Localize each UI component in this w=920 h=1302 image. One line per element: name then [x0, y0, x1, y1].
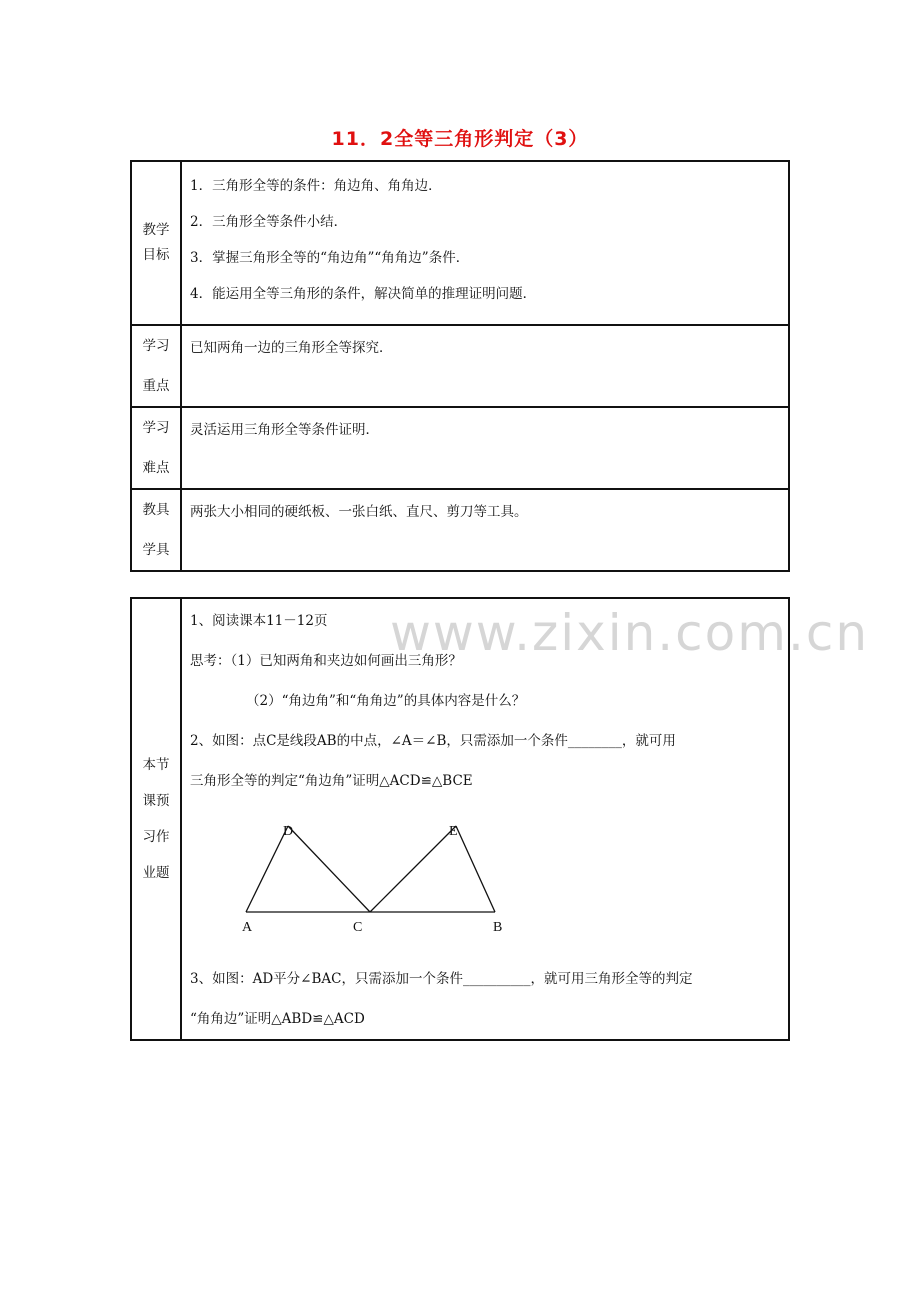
segment-ad [246, 826, 288, 912]
row-label-difficulties: 学习 难点 [131, 407, 181, 489]
row-content-tools: 两张大小相同的硬纸板、一张白纸、直尺、剪刀等工具。 [181, 489, 789, 571]
think-2: （2）“角边角”和“角角边”的具体内容是什么？ [246, 693, 526, 709]
segment-ce [370, 826, 456, 912]
row-content-objectives [181, 161, 789, 325]
objective-line-1: 1．三角形全等的条件：角边角、角角边． [190, 178, 442, 194]
point-label-b: B [493, 920, 503, 935]
table-row [131, 407, 789, 489]
table-row [131, 161, 789, 325]
question-2-line-2: 三角形全等的判定“角边角”证明△ACD≌△BCE [190, 773, 473, 789]
triangle-figure [190, 801, 790, 959]
question-1: 1、阅读课本11－12页 [190, 613, 328, 629]
row-label-objectives: 教学 目标 [131, 161, 181, 325]
objectives-table [130, 160, 790, 572]
objective-line-4: 4．能运用全等三角形的条件，解决简单的推理证明问题． [190, 286, 537, 302]
row-label-key-points: 学习 重点 [131, 325, 181, 407]
table-row [131, 598, 789, 1040]
row-content-homework [181, 598, 789, 1040]
objective-line-2: 2．三角形全等条件小结． [190, 214, 348, 230]
question-2-line-1: 2、如图：点C是线段AB的中点，∠A＝∠B，只需添加一个条件________，就可用 [190, 733, 676, 749]
point-label-d: D [283, 824, 294, 839]
point-label-a: A [242, 920, 253, 935]
row-label-homework: 本节 课预 习作 业题 [131, 598, 181, 1040]
row-content-key-points: 已知两角一边的三角形全等探究． [181, 325, 789, 407]
table-row [131, 325, 789, 407]
row-content-difficulties: 灵活运用三角形全等条件证明． [181, 407, 789, 489]
watermark: www.zixin.com.cn [390, 604, 870, 662]
objective-line-3: 3．掌握三角形全等的“角边角”“角角边”条件． [190, 250, 470, 266]
segment-eb [456, 826, 495, 912]
row-label-tools: 教具 学具 [131, 489, 181, 571]
think-1: 思考：（1）已知两角和夹边如何画出三角形？ [190, 653, 462, 669]
homework-table [130, 597, 790, 1041]
question-3-line-1: 3、如图：AD平分∠BAC，只需添加一个条件__________，就可用三角形全等的判定 [190, 971, 693, 987]
question-3-line-2: “角角边”证明△ABD≌△ACD [190, 1011, 365, 1027]
table-row [131, 489, 789, 571]
point-label-e: E [449, 824, 458, 839]
page-title: 11．2全等三角形判定（3） [331, 128, 589, 150]
point-label-c: C [353, 920, 363, 935]
segment-dc [288, 826, 370, 912]
